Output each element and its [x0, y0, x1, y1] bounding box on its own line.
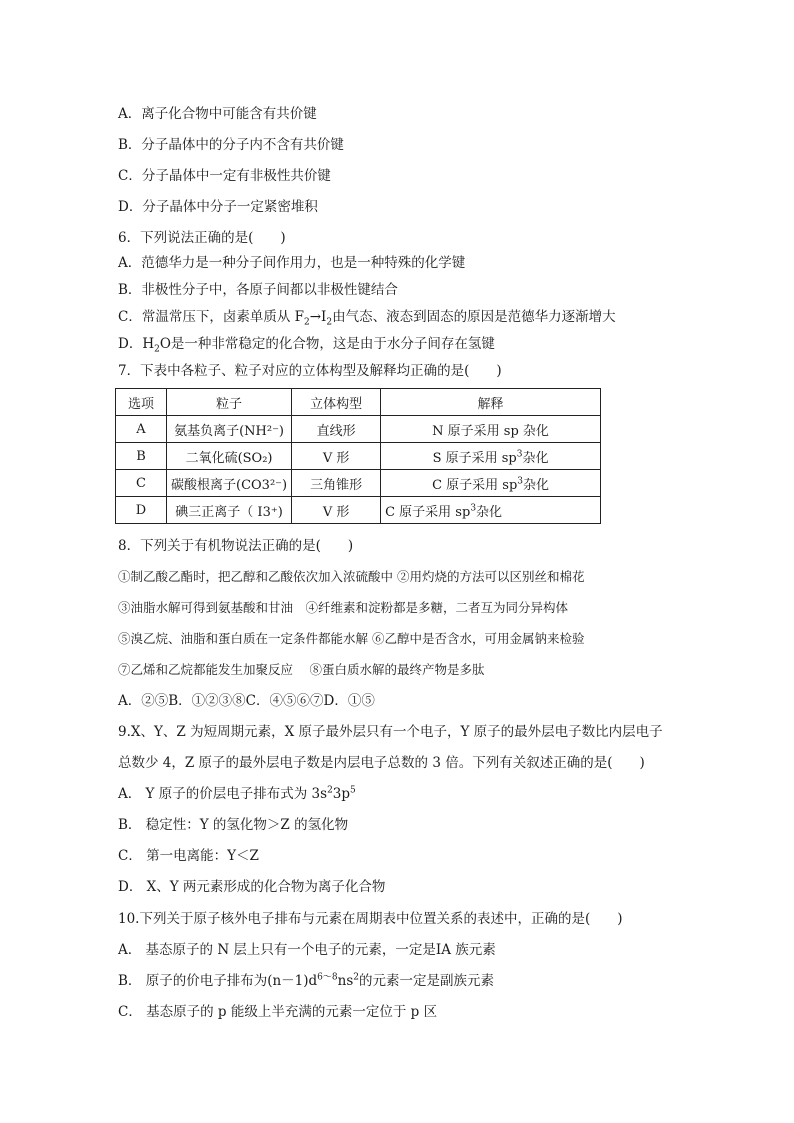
- q10-option-a: A． 基态原子的 N 层上只有一个电子的元素，一定是ⅠA 族元素: [118, 942, 496, 958]
- q9-option-b: B． 稳定性：Y 的氢化物＞Z 的氢化物: [118, 817, 349, 833]
- table-row: [116, 443, 601, 470]
- q6-option-d: D．$H_2O$是一种非常稳定的化合物，这是由于水分子间存在氢键: [118, 336, 495, 355]
- q7-stem: 7．下表中各粒子、粒子对应的立体构型及解释均正确的是( ): [118, 363, 502, 379]
- q8-statement-line: ⑦乙烯和乙烷都能发生加聚反应 ⑧蛋白质水解的最终产物是多肽: [118, 662, 485, 677]
- q7-table: [115, 388, 601, 524]
- table-row: [116, 470, 601, 497]
- q8-statement-line: ①制乙酸乙酯时，把乙醇和乙酸依次加入浓硫酸中 ②用灼烧的方法可以区别丝和棉花: [118, 569, 585, 584]
- table-row: [116, 497, 601, 524]
- header-explanation: 解释: [381, 389, 601, 416]
- row-shape: V 形: [292, 443, 381, 470]
- row-option: B: [116, 443, 167, 470]
- header-particle: 粒子: [167, 389, 292, 416]
- row-shape: 三角锥形: [292, 470, 381, 497]
- row-explanation: N 原子采用 sp 杂化: [381, 416, 601, 443]
- q6-option-c: C．常温常压下，卤素单质从 $F_2\to I_2$由气态、液态到固态的原因是范德华力逐渐增大: [118, 309, 616, 328]
- q5-option-c: C．分子晶体中一定有非极性共价键: [118, 168, 331, 184]
- row-particle: 碳酸根离子(CO3²⁻): [167, 470, 292, 497]
- row-shape: 直线形: [292, 416, 381, 443]
- q8-statement-line: ③油脂水解可得到氨基酸和甘油 ④纤维素和淀粉都是多糖，二者互为同分异构体: [118, 600, 569, 615]
- header-option: 选项: [116, 389, 167, 416]
- q10-option-c: C． 基态原子的 p 能级上半充满的元素一定位于 p 区: [118, 1004, 438, 1020]
- q8-options: A．②⑤B．①②③⑧C．④⑤⑥⑦D．①⑤: [118, 693, 375, 709]
- row-particle: 氨基负离子(NH²⁻): [167, 416, 292, 443]
- q10-stem: 10.下列关于原子核外电子排布与元素在周期表中位置关系的表述中，正确的是( ): [118, 911, 623, 927]
- q6-option-a: A．范德华力是一种分子间作用力，也是一种特殊的化学键: [118, 255, 466, 271]
- q9-stem-line1: 9.X、Y、Z 为短周期元素，X 原子最外层只有一个电子，Y 原子的最外层电子数比内层电子: [118, 724, 663, 740]
- q9-stem-line2: 总数少 4，Z 原子的最外层电子数是内层电子总数的 3 倍。下列有关叙述正确的是( ): [118, 755, 645, 771]
- row-explanation: C 原子采用 $sp^3$杂化: [381, 470, 601, 497]
- row-option: A: [116, 416, 167, 443]
- q6-option-b: B．非极性分子中，各原子间都以非极性键结合: [118, 282, 398, 298]
- q8-statement-line: ⑤溴乙烷、油脂和蛋白质在一定条件都能水解 ⑥乙醇中是否含水，可用金属钠来检验: [118, 631, 585, 646]
- q5-option-a: A．离子化合物中可能含有共价键: [118, 106, 317, 122]
- q5-option-b: B．分子晶体中的分子内不含有共价键: [118, 137, 344, 153]
- table-row: [116, 416, 601, 443]
- row-explanation: C 原子采用 $sp^3$杂化: [381, 497, 601, 524]
- row-shape: V 形: [292, 497, 381, 524]
- row-option: D: [116, 497, 167, 524]
- row-explanation: S 原子采用 $sp^3$杂化: [381, 443, 601, 470]
- q8-stem: 8．下列关于有机物说法正确的是( ): [118, 538, 354, 554]
- header-shape: 立体构型: [292, 389, 381, 416]
- q9-option-d: D． X、Y 两元素形成的化合物为离子化合物: [118, 879, 386, 895]
- q9-option-c: C． 第一电离能：Y＜Z: [118, 848, 259, 864]
- q5-option-d: D．分子晶体中分子一定紧密堆积: [118, 199, 318, 215]
- row-option: C: [116, 470, 167, 497]
- q6-stem: 6．下列说法正确的是( ): [118, 230, 286, 246]
- q10-option-b: B． 原子的价电子排布为$(n-1)d^{6\sim 8}ns^2$的元素一定是副族元素: [118, 972, 494, 989]
- table-header-row: [116, 389, 601, 416]
- row-particle: 碘三正离子（ I3⁺): [167, 497, 292, 524]
- q9-option-a: A． Y 原子的价层电子排布式为 $3s^23p^5$: [118, 785, 356, 802]
- row-particle: 二氧化硫(SO₂): [167, 443, 292, 470]
